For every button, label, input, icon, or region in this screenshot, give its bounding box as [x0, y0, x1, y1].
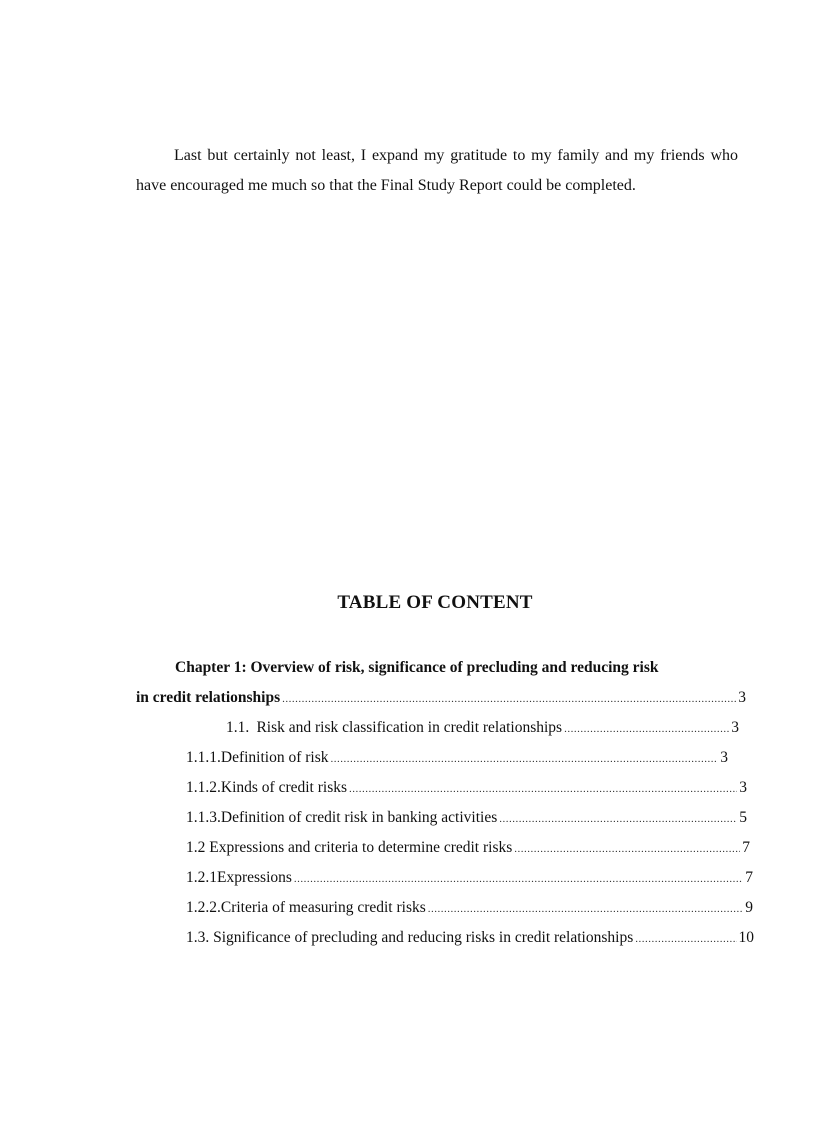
toc-entry-1-1[interactable]	[226, 718, 739, 739]
toc-page-number: 3	[739, 779, 747, 796]
toc-entry-1-2[interactable]	[186, 838, 750, 859]
toc-leader-dots	[635, 929, 736, 949]
toc-chapter-1-line[interactable]	[136, 688, 746, 709]
toc-leader-dots	[282, 689, 736, 709]
toc-page-number: 7	[742, 839, 750, 856]
toc-page-number: 3	[720, 749, 728, 766]
toc-page-number: 3	[731, 719, 739, 736]
toc-page-number: 5	[739, 809, 747, 826]
toc-leader-dots	[428, 899, 743, 919]
toc-entry-label: 1.3. Significance of precluding and reducing risks in credit relationships	[186, 929, 634, 946]
toc-entry-1-2-1[interactable]	[186, 868, 753, 889]
toc-chapter-1-heading: Chapter 1: Overview of risk, significance of precluding and reducing risk	[175, 659, 659, 676]
toc-entry-number: 1.1.	[226, 719, 250, 736]
toc-entry-label: 1.1.2.Kinds of credit risks	[186, 779, 348, 796]
toc-leader-dots	[331, 749, 719, 769]
toc-entry-label: 1.2 Expressions and criteria to determine credit risks	[186, 839, 513, 856]
toc-page-number: 7	[745, 869, 753, 886]
toc-entry-1-1-3[interactable]	[186, 808, 747, 829]
toc-entry-1-3[interactable]	[186, 928, 754, 949]
toc-entry-label: 1.1.1.Definition of risk	[186, 749, 329, 766]
toc-entry-label: 1.1.3.Definition of credit risk in banking activities	[186, 809, 498, 826]
toc-leader-dots	[349, 779, 737, 799]
toc-entry-label: 1.2.1Expressions	[186, 869, 292, 886]
toc-entry-1-1-2[interactable]	[186, 778, 747, 799]
acknowledgement-paragraph: Last but certainly not least, I expand my gratitude to my family and my friends who have encouraged me much so that the Final Study Report could be completed.	[136, 147, 738, 194]
toc-entry-1-2-2[interactable]	[186, 898, 753, 919]
toc-page-number: 9	[745, 899, 753, 916]
toc-page-number: 3	[738, 689, 746, 706]
toc-leader-dots	[564, 719, 729, 739]
toc-leader-dots	[499, 809, 737, 829]
toc-entry-label: 1.2.2.Criteria of measuring credit risks	[186, 899, 426, 916]
toc-title: TABLE OF CONTENT	[337, 592, 533, 613]
toc-entry-label: Risk and risk classification in credit relationships	[256, 719, 563, 736]
toc-page-number: 10	[738, 929, 754, 946]
toc-entry-1-1-1[interactable]	[186, 748, 728, 769]
toc-leader-dots	[294, 869, 743, 889]
toc-leader-dots	[514, 839, 740, 859]
toc-chapter-1-heading-cont: in credit relationships	[136, 689, 281, 706]
